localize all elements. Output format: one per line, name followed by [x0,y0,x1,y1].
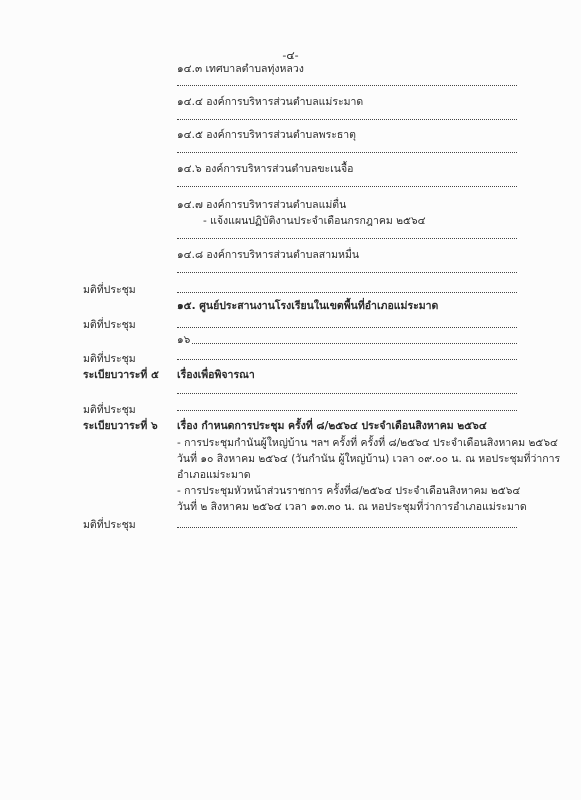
item-14-7: ๑๔.๗ องค์การบริหารส่วนตำบลแม่ตื่น [177,199,347,211]
agenda-6-line-5: วันที่ ๒ สิงหาคม ๒๕๖๔ เวลา ๑๓.๓๐ น. ณ หอประชุมที่ว่าการอำเภอแม่ระมาด [177,501,527,513]
item-14-5: ๑๔.๕ องค์การบริหารส่วนตำบลพระธาตุ [177,129,356,141]
item-14-7-detail: - แจ้งแผนปฏิบัติงานประจำเดือนกรกฎาคม ๒๕๖๔ [203,215,426,227]
dotted-line [177,292,517,293]
item-14-4: ๑๔.๔ องค์การบริหารส่วนตำบลแม่ระมาด [177,96,364,108]
agenda-6-line-4: - การประชุมหัวหน้าส่วนราชการ ครั้งที่๘/๒๕๖๔ ประจำเดือนสิงหาคม ๒๕๖๔ [177,485,521,497]
dotted-line [177,327,517,328]
dotted-line [177,119,517,120]
dotted-line [177,359,517,360]
item-14-6: ๑๔.๖ องค์การบริหารส่วนตำบลขะเนจื้อ [177,163,354,175]
agenda-5-label: ระเบียบวาระที่ ๕ [83,369,159,381]
dotted-line [177,152,517,153]
item-14-8: ๑๔.๘ องค์การบริหารส่วนตำบลสามหมื่น [177,249,360,261]
dotted-line [177,186,517,187]
agenda-6-line-1: - การประชุมกำนันผู้ใหญ่บ้าน ฯลฯ ครั้งที่ ครั้งที่ ๘/๒๕๖๔ ประจำเดือนสิงหาคม ๒๕๖๔ [177,437,558,449]
agenda-6-line-2: วันที่ ๑๐ สิงหาคม ๒๕๖๔ (วันกำนัน ผู้ใหญ่บ้าน) เวลา ๐๙.๐๐ น. ณ หอประชุมที่ว่าการ [177,453,561,465]
resolution-label: มติที่ประชุม [83,519,136,531]
dotted-line [177,85,517,86]
dotted-line [177,527,517,528]
agenda-6-label: ระเบียบวาระที่ ๖ [83,420,158,432]
section-16: ๑๖ [177,334,191,346]
section-15-title: ๑๕. ศูนย์ประสานงานโรงเรียนในเขตพื้นที่อำเภอแม่ระมาด [177,300,439,312]
item-14-3: ๑๔.๓ เทศบาลตำบลทุ่งหลวง [177,63,304,75]
agenda-5-title: เรื่องเพื่อพิจารณา [177,369,255,381]
dotted-line [192,343,517,344]
dotted-line [177,410,517,411]
page-number: -๔- [282,49,299,62]
resolution-label: มติที่ประชุม [83,319,136,331]
dotted-line [177,393,517,394]
agenda-6-line-3: อำเภอแม่ระมาด [177,469,251,481]
dotted-line [177,238,517,239]
agenda-6-title: เรื่อง กำหนดการประชุม ครั้งที่ ๘/๒๕๖๔ ประจำเดือนสิงหาคม ๒๕๖๔ [177,420,487,432]
dotted-line [177,272,517,273]
resolution-label: มติที่ประชุม [83,353,136,365]
resolution-label: มติที่ประชุม [83,284,136,296]
resolution-label: มติที่ประชุม [83,404,136,416]
